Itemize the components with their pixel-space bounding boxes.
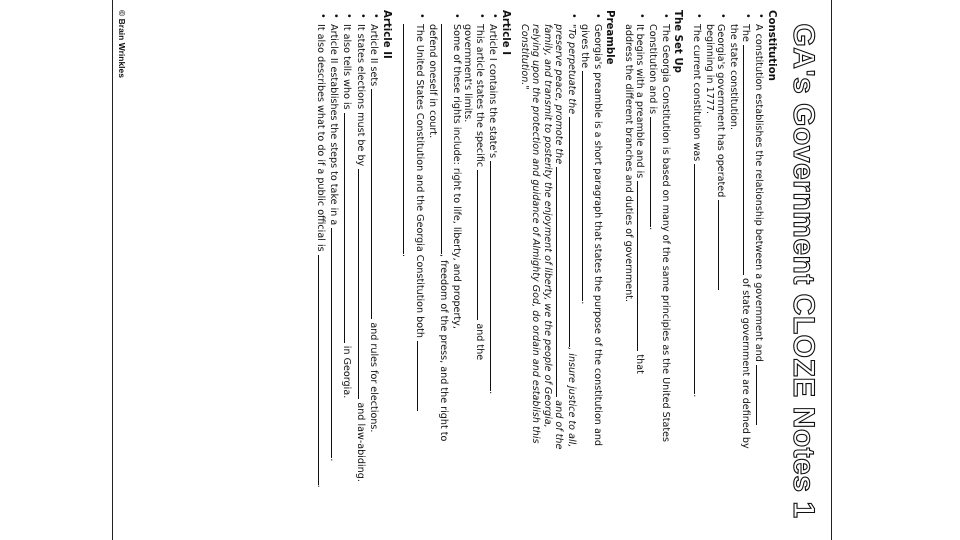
title-row	[779, 10, 823, 532]
section-constitution	[691, 10, 777, 532]
bullet-setup-1: • The Georgia Constitution is based on many of the same principles as the United States Constitution and is .	[647, 24, 671, 532]
copyright-credit: © Brain Wrinkles	[117, 10, 127, 78]
bullet-article2-2: • It states elections must be by and law-abiding.	[355, 24, 368, 532]
fill-blank	[371, 89, 381, 319]
fill-blank	[345, 113, 355, 343]
rotated-page-content	[113, 0, 831, 540]
bullet-article2-4: • Article II establishes the steps to take in a .	[328, 24, 341, 532]
bullet-article2-1: • Article II sets and rules for elections.	[368, 24, 381, 532]
bullet-constitution-2: • The of state government are defined by the state constitution.	[728, 24, 752, 532]
bullet-preamble-2: • "To perpetuate the , insure justice to all, preserve peace, promote the and of the family, and transmit to posterity the enjoyment of liberty, we the people of Georgia, relying upon the protection and guidance of Almighty God, do ordain and establish this Constitution."	[519, 24, 579, 532]
fill-blank	[318, 255, 328, 485]
fill-blank	[718, 200, 728, 290]
fill-blank	[490, 161, 500, 391]
bullet-constitution-1: • A constitution establishes the relationship between a government and	[753, 24, 766, 532]
fill-blank	[637, 181, 647, 351]
bullet-constitution-4: • The current constitution was .	[691, 24, 704, 532]
section-heading-setup: The Set Up	[671, 10, 683, 73]
bullet-constitution-3: • Georgia's government has operated beginning in 1777.	[704, 24, 728, 532]
fill-blank	[358, 169, 368, 399]
bullet-preamble-1: • Georgia's preamble is a short paragraph that states the purpose of the constitution and gives the .	[579, 24, 603, 532]
fill-blank	[694, 164, 704, 394]
fill-blank	[582, 71, 592, 301]
bullet-article1-4: • The United States Constitution and the Georgia Constitution both .	[400, 24, 426, 532]
section-heading-article-1: Article I	[499, 10, 511, 56]
fill-blank	[756, 365, 766, 425]
section-heading-article-2: Article II	[381, 10, 393, 59]
bullet-article2-3: • It also tells who is in Georgia.	[341, 24, 354, 532]
notes-body	[315, 10, 777, 532]
section-preamble	[519, 10, 615, 532]
bullet-article1-2: • This article states the specific and the government's limits.	[462, 24, 486, 532]
section-heading-preamble: Preamble	[603, 10, 615, 65]
section-article-2	[315, 10, 392, 532]
bullet-article1-1: • Article I contains the state's .	[487, 24, 500, 532]
worksheet-page	[112, 0, 832, 540]
section-heading-constitution: Constitution	[766, 10, 777, 81]
fill-blank	[441, 24, 451, 254]
bullet-article1-3: • Some of these rights include: right to life, liberty, and property, , freedom of the press, and the right to defend oneself in court.	[427, 24, 463, 532]
fill-blank	[417, 341, 427, 411]
fill-blank	[556, 167, 566, 397]
fill-blank	[331, 228, 341, 458]
fill-blank	[403, 24, 413, 254]
fill-blank	[650, 117, 660, 227]
fill-blank	[743, 45, 753, 275]
page-title: GA's Government CLOZE Notes 1	[787, 23, 820, 519]
section-article-1	[400, 10, 511, 532]
fill-blank	[569, 117, 579, 347]
bullet-article2-5: • It also describes what to do if a public official is .	[315, 24, 328, 532]
section-setup	[623, 10, 683, 532]
bullet-setup-2: • It begins with a preamble and is that address the different branches and duties of government.	[623, 24, 647, 532]
fill-blank	[477, 170, 487, 320]
